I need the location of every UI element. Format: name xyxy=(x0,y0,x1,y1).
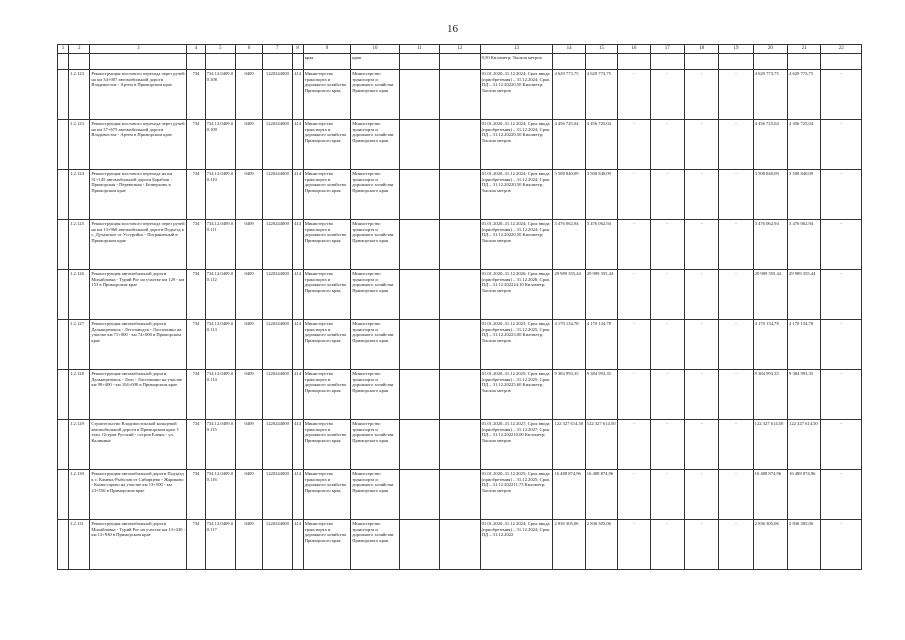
empty-cell xyxy=(399,320,439,370)
col-header: 5 xyxy=(205,45,235,54)
col-header: 22 xyxy=(821,45,862,54)
period-text: 01.01.2020–31.12.2025; Срок ввода (приобретения) – 31.12.2025; Срок ПД – 31.12.2022 xyxy=(481,371,550,387)
amount-cell: - xyxy=(821,320,862,370)
developer-cell: Министерство транспорта и дорожного хозяйства Приморского края xyxy=(351,220,400,270)
amount-cell: - xyxy=(618,170,650,220)
amount-cell: - xyxy=(618,270,650,320)
amount-cell: 4 170 134,78 xyxy=(788,320,821,370)
developer-cell: Министерство транспорта и дорожного хозяйства Приморского края xyxy=(351,70,400,120)
developer-cell: Министерство транспорта и дорожного хозяйства Приморского края xyxy=(351,420,400,470)
period-text: 01.01.2020–31.12.2024; Срок ввода (приобретения) – 31.12.2024; Срок ПД – 31.12.2022 xyxy=(481,171,550,187)
amount-cell: - xyxy=(821,120,862,170)
expense-type-cell: 414 xyxy=(292,70,303,120)
expense-type-cell: 414 xyxy=(292,470,303,520)
empty-cell xyxy=(58,470,69,520)
amount-cell: 16 488 874,96 xyxy=(753,470,787,520)
budget-code-cell: 734.12.0409.00.115 xyxy=(205,420,235,470)
section-cell: 0409 xyxy=(235,120,262,170)
amount-cell: - xyxy=(650,370,684,420)
amount-cell: - xyxy=(684,370,718,420)
col-header: 15 xyxy=(585,45,617,54)
empty-cell xyxy=(440,220,480,270)
table-row xyxy=(58,370,862,420)
page-number: 16 xyxy=(447,23,458,35)
row-number: 1.2.123 xyxy=(69,120,90,170)
capacity-text: 0,50 Километр; Тысяча метров xyxy=(481,82,544,93)
amount-cell: - xyxy=(650,270,684,320)
customer-cell: Министерство транспорта и дорожного хозяйства Приморского края xyxy=(303,420,351,470)
amount-cell: - xyxy=(821,220,862,270)
amount-cell: - xyxy=(650,70,684,120)
cost-total-cell: 3 508 840,09 xyxy=(553,170,585,220)
row-number: 1.2.130 xyxy=(69,470,90,520)
cost-federal-cell: 3 508 840,09 xyxy=(585,170,617,220)
amount-cell: - xyxy=(821,170,862,220)
project-name: Реконструкция автомобильной дороги Михайловка - Турий Рог на участке км 13+430 - км 13+930 в Приморском крае xyxy=(90,520,187,570)
col-header: 4 xyxy=(187,45,205,54)
amount-cell: 3 476 062,94 xyxy=(753,220,787,270)
expense-type-cell: 414 xyxy=(292,270,303,320)
cost-total-cell: 29 989 355,44 xyxy=(553,270,585,320)
expense-type-cell: 414 xyxy=(292,320,303,370)
row-number: 1.2.127 xyxy=(69,320,90,370)
target-article-cell: 1220244000 xyxy=(263,170,292,220)
amount-cell: - xyxy=(650,320,684,370)
empty-cell xyxy=(440,170,480,220)
section-cell: 0409 xyxy=(235,520,262,570)
empty-cell xyxy=(58,320,69,370)
col-header: 2 xyxy=(69,45,90,54)
amount-cell: 29 989 355,44 xyxy=(788,270,821,320)
empty-cell xyxy=(440,70,480,120)
cost-federal-cell: 2 836 305,06 xyxy=(585,520,617,570)
table-row xyxy=(58,520,862,570)
table-row xyxy=(58,470,862,520)
amount-cell: 122 327 614,50 xyxy=(788,420,821,470)
customer-cell: Министерство транспорта и дорожного хозяйства Приморского края xyxy=(303,170,351,220)
code-cell: 734 xyxy=(187,70,205,120)
row-number: 1.2.131 xyxy=(69,520,90,570)
table-row xyxy=(58,270,862,320)
empty-cell xyxy=(399,420,439,470)
budget-code-cell: 734.12.0409.00.109 xyxy=(205,120,235,170)
amount-cell: - xyxy=(618,470,650,520)
project-name: Реконструкция автомобильной дороги Михайловка - Турий Рог на участке км 129 - км 153 в Приморском крае xyxy=(90,270,187,320)
cost-federal-cell: 29 989 355,44 xyxy=(585,270,617,320)
empty-cell xyxy=(440,120,480,170)
amount-cell: - xyxy=(650,120,684,170)
customer-cell: Министерство транспорта и дорожного хозяйства Приморского края xyxy=(303,320,351,370)
section-cell: 0409 xyxy=(235,420,262,470)
amount-cell: - xyxy=(618,220,650,270)
col-header: 7 xyxy=(263,45,292,54)
target-article-cell: 1220244000 xyxy=(263,120,292,170)
period-text: 01.01.2020–31.12.2024; Срок ввода (приобретения) – 31.12.2024; Срок ПД – 31.12.2022 xyxy=(481,71,550,87)
capacity-text: 11,75 Километр; Тысяча метров xyxy=(481,482,546,493)
amount-cell: - xyxy=(618,70,650,120)
budget-code-cell: 734.12.0409.00.113 xyxy=(205,320,235,370)
amount-cell: 4 629 773,75 xyxy=(788,70,821,120)
amount-cell: 4 170 134,78 xyxy=(753,320,787,370)
project-name: Реконструкция автомобильной дороги Подъезд к с. Камень-Рыболов от Сибирцево - Жариково - Комиссарово на участке км 13+500 - км 23+550 в Приморском крае xyxy=(90,470,187,520)
section-cell: 0409 xyxy=(235,470,262,520)
cost-total-cell: 16 488 874,96 xyxy=(553,470,585,520)
program-table xyxy=(57,44,862,570)
budget-code-cell: 734.12.0409.00.111 xyxy=(205,220,235,270)
period-capacity-cell xyxy=(480,220,553,270)
col-header: 17 xyxy=(650,45,684,54)
amount-cell: - xyxy=(684,70,718,120)
col-header: 6 xyxy=(235,45,262,54)
empty-cell xyxy=(399,70,439,120)
amount-cell: - xyxy=(821,370,862,420)
empty-cell xyxy=(440,420,480,470)
section-cell: 0409 xyxy=(235,70,262,120)
table-row xyxy=(58,170,862,220)
cost-federal-cell: 4 456 725,04 xyxy=(585,120,617,170)
expense-type-cell: 414 xyxy=(292,370,303,420)
empty-cell xyxy=(399,520,439,570)
project-name: Реконструкция автомобильной дороги Дальнереченск - Лазо - Ласточкино на участке км 98+400 - км 104+000 в Приморском крае xyxy=(90,370,187,420)
period-text: 01.01.2020–31.12.2025; Срок ввода (приобретения) – 31.12.2025; Срок ПД – 31.12.2022 xyxy=(481,321,550,337)
amount-cell: - xyxy=(821,520,862,570)
code-cell: 734 xyxy=(187,370,205,420)
customer-cell: Министерство транспорта и дорожного хозяйства Приморского края xyxy=(303,470,351,520)
expense-type-cell: 414 xyxy=(292,220,303,270)
cost-total-cell: 2 836 305,06 xyxy=(553,520,585,570)
amount-cell: - xyxy=(684,320,718,370)
customer-cell: Министерство транспорта и дорожного хозяйства Приморского края xyxy=(303,220,351,270)
amount-cell: - xyxy=(719,470,753,520)
cost-federal-cell: 4 629 773,75 xyxy=(585,70,617,120)
code-cell: 734 xyxy=(187,470,205,520)
customer-cell: Министерство транспорта и дорожного хозяйства Приморского края xyxy=(303,370,351,420)
amount-cell: - xyxy=(719,320,753,370)
amount-cell: - xyxy=(719,170,753,220)
period-capacity-cell xyxy=(480,420,553,470)
amount-cell: - xyxy=(719,520,753,570)
amount-cell: 122 327 614,50 xyxy=(753,420,787,470)
amount-cell: - xyxy=(719,420,753,470)
project-name: Реконструкция мостового перехода через ручей на км 37+675 автомобильной дороги Владивосток - Артем в Приморском крае xyxy=(90,120,187,170)
empty-cell xyxy=(58,520,69,570)
code-cell: 734 xyxy=(187,170,205,220)
budget-code-cell: 734.12.0409.00.114 xyxy=(205,370,235,420)
cost-total-cell: 4 456 725,04 xyxy=(553,120,585,170)
amount-cell: - xyxy=(684,470,718,520)
row-number: 1.2.124 xyxy=(69,170,90,220)
customer-cell: Министерство транспорта и дорожного хозяйства Приморского края xyxy=(303,270,351,320)
expense-type-cell: 414 xyxy=(292,420,303,470)
developer-cell: Министерство транспорта и дорожного хозяйства Приморского края xyxy=(351,520,400,570)
table-row xyxy=(58,70,862,120)
amount-cell: 4 629 773,75 xyxy=(753,70,787,120)
target-article-cell: 1220244000 xyxy=(263,520,292,570)
amount-cell: - xyxy=(719,370,753,420)
period-capacity-cell xyxy=(480,370,553,420)
cost-federal-cell: 4 170 134,78 xyxy=(585,320,617,370)
developer-cell: Министерство транспорта и дорожного хозяйства Приморского края xyxy=(351,170,400,220)
row-number: 1.2.123 xyxy=(69,70,90,120)
cost-federal-cell: 16 488 874,96 xyxy=(585,470,617,520)
budget-code-cell: 734.12.0409.00.108 xyxy=(205,70,235,120)
col-header: 12 xyxy=(440,45,480,54)
developer-cell: Министерство транспорта и дорожного хозяйства Приморского края xyxy=(351,470,400,520)
amount-cell: - xyxy=(821,70,862,120)
amount-cell: 3 476 062,94 xyxy=(788,220,821,270)
target-article-cell: 1220244000 xyxy=(263,320,292,370)
amount-cell: - xyxy=(684,420,718,470)
col-header: 13 xyxy=(480,45,553,54)
empty-cell xyxy=(399,120,439,170)
col-header: 19 xyxy=(719,45,753,54)
project-name: Строительство Владивостокской кольцевой автомобильной дороги в Приморском крае. I этап. Остров Русский - остров Елены - ул. Калинина xyxy=(90,420,187,470)
amount-cell: - xyxy=(719,220,753,270)
budget-code-cell: 734.12.0409.00.116 xyxy=(205,470,235,520)
amount-cell: 2 836 305,06 xyxy=(788,520,821,570)
empty-cell xyxy=(440,370,480,420)
amount-cell: - xyxy=(618,520,650,570)
capacity-text: 24,10 Километр; Тысяча метров xyxy=(481,282,546,293)
code-cell: 734 xyxy=(187,120,205,170)
amount-cell: - xyxy=(618,420,650,470)
empty-cell xyxy=(399,170,439,220)
cost-total-cell: 9 384 993,35 xyxy=(553,370,585,420)
amount-cell: 4 456 725,04 xyxy=(753,120,787,170)
project-name: Реконструкция автомобильной дороги Дальнереченск - Лесозаводск - Ласточкино на участке км 71+000 - км 74+000 в Приморском крае xyxy=(90,320,187,370)
row-number: 1.2.129 xyxy=(69,420,90,470)
customer-cell: Министерство транспорта и дорожного хозяйства Приморского края xyxy=(303,120,351,170)
amount-cell: - xyxy=(719,270,753,320)
amount-cell: 3 508 840,09 xyxy=(753,170,787,220)
project-name: Реконструкция мостового перехода через ручей на км 13+960 автомобильной дороги Подъезд к с. Дучанское от Уссурийск - Пограничный в Приморском крае xyxy=(90,220,187,270)
expense-type-cell: 414 xyxy=(292,170,303,220)
empty-cell xyxy=(58,420,69,470)
target-article-cell: 1220244000 xyxy=(263,370,292,420)
budget-code-cell: 734.12.0409.00.117 xyxy=(205,520,235,570)
period-capacity-cell xyxy=(480,520,553,570)
empty-cell xyxy=(58,220,69,270)
amount-cell: - xyxy=(650,520,684,570)
amount-cell: - xyxy=(684,520,718,570)
table-row xyxy=(58,120,862,170)
amount-cell: - xyxy=(650,420,684,470)
table-row xyxy=(58,320,862,370)
row-number: 1.2.126 xyxy=(69,270,90,320)
table-row xyxy=(58,220,862,270)
section-cell: 0409 xyxy=(235,170,262,220)
col-header: 18 xyxy=(684,45,718,54)
amount-cell: - xyxy=(821,420,862,470)
period-capacity-cell xyxy=(480,320,553,370)
row-number: 1.2.128 xyxy=(69,370,90,420)
col-header: 9 xyxy=(303,45,351,54)
amount-cell: - xyxy=(821,470,862,520)
empty-cell xyxy=(58,270,69,320)
period-capacity-cell xyxy=(480,170,553,220)
period-text: 01.01.2020–31.12.2025; Срок ввода (приобретения) – 31.12.2025; Срок ПД – 31.12.2022 xyxy=(481,471,550,487)
amount-cell: - xyxy=(618,320,650,370)
empty-cell xyxy=(399,270,439,320)
amount-cell: - xyxy=(650,170,684,220)
section-cell: 0409 xyxy=(235,320,262,370)
section-cell: 0409 xyxy=(235,220,262,270)
col-header: 21 xyxy=(788,45,821,54)
amount-cell: 2 836 305,06 xyxy=(753,520,787,570)
code-cell: 734 xyxy=(187,520,205,570)
target-article-cell: 1220244000 xyxy=(263,420,292,470)
project-name: Реконструкция мостового перехода на км 31+145 автомобильной дороги Барабаш - Приморская - Перевозная - Безверхово в Приморском крае xyxy=(90,170,187,220)
capacity-text: 3,00 Километр; Тысяча метров xyxy=(481,332,544,343)
expense-type-cell: 414 xyxy=(292,520,303,570)
code-cell: 734 xyxy=(187,270,205,320)
empty-cell xyxy=(58,170,69,220)
section-cell: 0409 xyxy=(235,370,262,420)
col-header: 1 xyxy=(58,45,69,54)
target-article-cell: 1220244000 xyxy=(263,70,292,120)
expense-type-cell: 414 xyxy=(292,120,303,170)
period-text: 01.01.2020–31.12.2024; Срок ввода (приобретения) – 31.12.2024; Срок ПД – 31.12.2022 xyxy=(481,121,550,137)
table-row-continuation xyxy=(58,54,862,70)
amount-cell: 4 456 725,04 xyxy=(788,120,821,170)
empty-cell xyxy=(58,120,69,170)
col-header: 14 xyxy=(553,45,585,54)
col-header: 8 xyxy=(292,45,303,54)
amount-cell: - xyxy=(719,70,753,120)
period-capacity-cell xyxy=(480,70,553,120)
amount-cell: - xyxy=(684,170,718,220)
customer-cell: края xyxy=(303,54,351,70)
target-article-cell: 1220244000 xyxy=(263,220,292,270)
budget-code-cell: 734.12.0409.00.110 xyxy=(205,170,235,220)
empty-cell xyxy=(399,470,439,520)
amount-cell: - xyxy=(650,470,684,520)
col-header: 10 xyxy=(351,45,400,54)
period-text: 01.01.2020–31.12.2026; Срок ввода (приобретения) – 31.12.2026; Срок ПД – 31.12.2022 xyxy=(481,271,550,287)
capacity-cell: 0,50 Километр; Тысяча метров xyxy=(480,54,553,70)
target-article-cell: 1220244000 xyxy=(263,470,292,520)
cost-federal-cell: 3 476 062,94 xyxy=(585,220,617,270)
section-cell: 0409 xyxy=(235,270,262,320)
developer-cell: Министерство транспорта и дорожного хозяйства Приморского края xyxy=(351,120,400,170)
period-capacity-cell xyxy=(480,270,553,320)
capacity-text: 5,60 Километр; Тысяча метров xyxy=(481,382,544,393)
amount-cell: 3 508 840,09 xyxy=(788,170,821,220)
cost-total-cell: 3 476 062,94 xyxy=(553,220,585,270)
capacity-text: 0,50 Километр; Тысяча метров xyxy=(481,182,544,193)
col-header: 3 xyxy=(90,45,187,54)
period-text: 01.01.2020–31.12.2027; Срок ввода (приобретения) – 31.12.2027; Срок ПД – 31.12.2022 xyxy=(481,421,550,437)
cost-total-cell: 122 327 614,50 xyxy=(553,420,585,470)
developer-cell: Министерство транспорта и дорожного хозяйства Приморского края xyxy=(351,370,400,420)
amount-cell: 9 384 993,35 xyxy=(788,370,821,420)
developer-cell: Министерство транспорта и дорожного хозяйства Приморского края xyxy=(351,270,400,320)
responsible-cell: края xyxy=(351,54,400,70)
col-header: 16 xyxy=(618,45,650,54)
amount-cell: - xyxy=(684,220,718,270)
customer-cell: Министерство транспорта и дорожного хозяйства Приморского края xyxy=(303,520,351,570)
empty-cell xyxy=(440,470,480,520)
project-name: Реконструкция мостового перехода через ручей на км 34+007 автомобильной дороги Владивосток - Артем в Приморском крае xyxy=(90,70,187,120)
period-text: 01.01.2020–31.12.2024; Срок ввода (приобретения) – 31.12.2024; Срок ПД – 31.12.2022 xyxy=(481,521,550,537)
cost-federal-cell: 122 327 614,50 xyxy=(585,420,617,470)
amount-cell: - xyxy=(618,120,650,170)
period-text: 01.01.2020–31.12.2024; Срок ввода (приобретения) – 31.12.2024; Срок ПД – 31.12.2022 xyxy=(481,221,550,237)
row-number: 1.2.125 xyxy=(69,220,90,270)
capacity-text: 10,00 Километр; Тысяча метров xyxy=(481,432,546,443)
budget-code-cell: 734.12.0409.00.112 xyxy=(205,270,235,320)
header-row xyxy=(58,45,862,54)
cost-total-cell: 4 170 134,78 xyxy=(553,320,585,370)
amount-cell: - xyxy=(684,120,718,170)
amount-cell: 29 989 355,44 xyxy=(753,270,787,320)
code-cell: 734 xyxy=(187,420,205,470)
amount-cell: 9 384 993,35 xyxy=(753,370,787,420)
capacity-text: 0,50 Километр; Тысяча метров xyxy=(481,232,544,243)
empty-cell xyxy=(399,220,439,270)
customer-cell: Министерство транспорта и дорожного хозяйства Приморского края xyxy=(303,70,351,120)
amount-cell: - xyxy=(719,120,753,170)
cost-total-cell: 4 629 773,75 xyxy=(553,70,585,120)
empty-cell xyxy=(440,320,480,370)
capacity-text: 0,50 Километр; Тысяча метров xyxy=(481,132,544,143)
code-cell: 734 xyxy=(187,220,205,270)
col-header: 11 xyxy=(399,45,439,54)
empty-cell xyxy=(440,270,480,320)
period-capacity-cell xyxy=(480,470,553,520)
period-capacity-cell xyxy=(480,120,553,170)
amount-cell: - xyxy=(618,370,650,420)
code-cell: 734 xyxy=(187,320,205,370)
developer-cell: Министерство транспорта и дорожного хозяйства Приморского края xyxy=(351,320,400,370)
table-row xyxy=(58,420,862,470)
empty-cell xyxy=(58,370,69,420)
empty-cell xyxy=(399,370,439,420)
empty-cell xyxy=(440,520,480,570)
empty-cell xyxy=(58,70,69,120)
amount-cell: - xyxy=(821,270,862,320)
col-header: 20 xyxy=(753,45,787,54)
amount-cell: - xyxy=(650,220,684,270)
amount-cell: - xyxy=(684,270,718,320)
target-article-cell: 1220244000 xyxy=(263,270,292,320)
cost-federal-cell: 9 384 993,35 xyxy=(585,370,617,420)
amount-cell: 16 488 874,96 xyxy=(788,470,821,520)
